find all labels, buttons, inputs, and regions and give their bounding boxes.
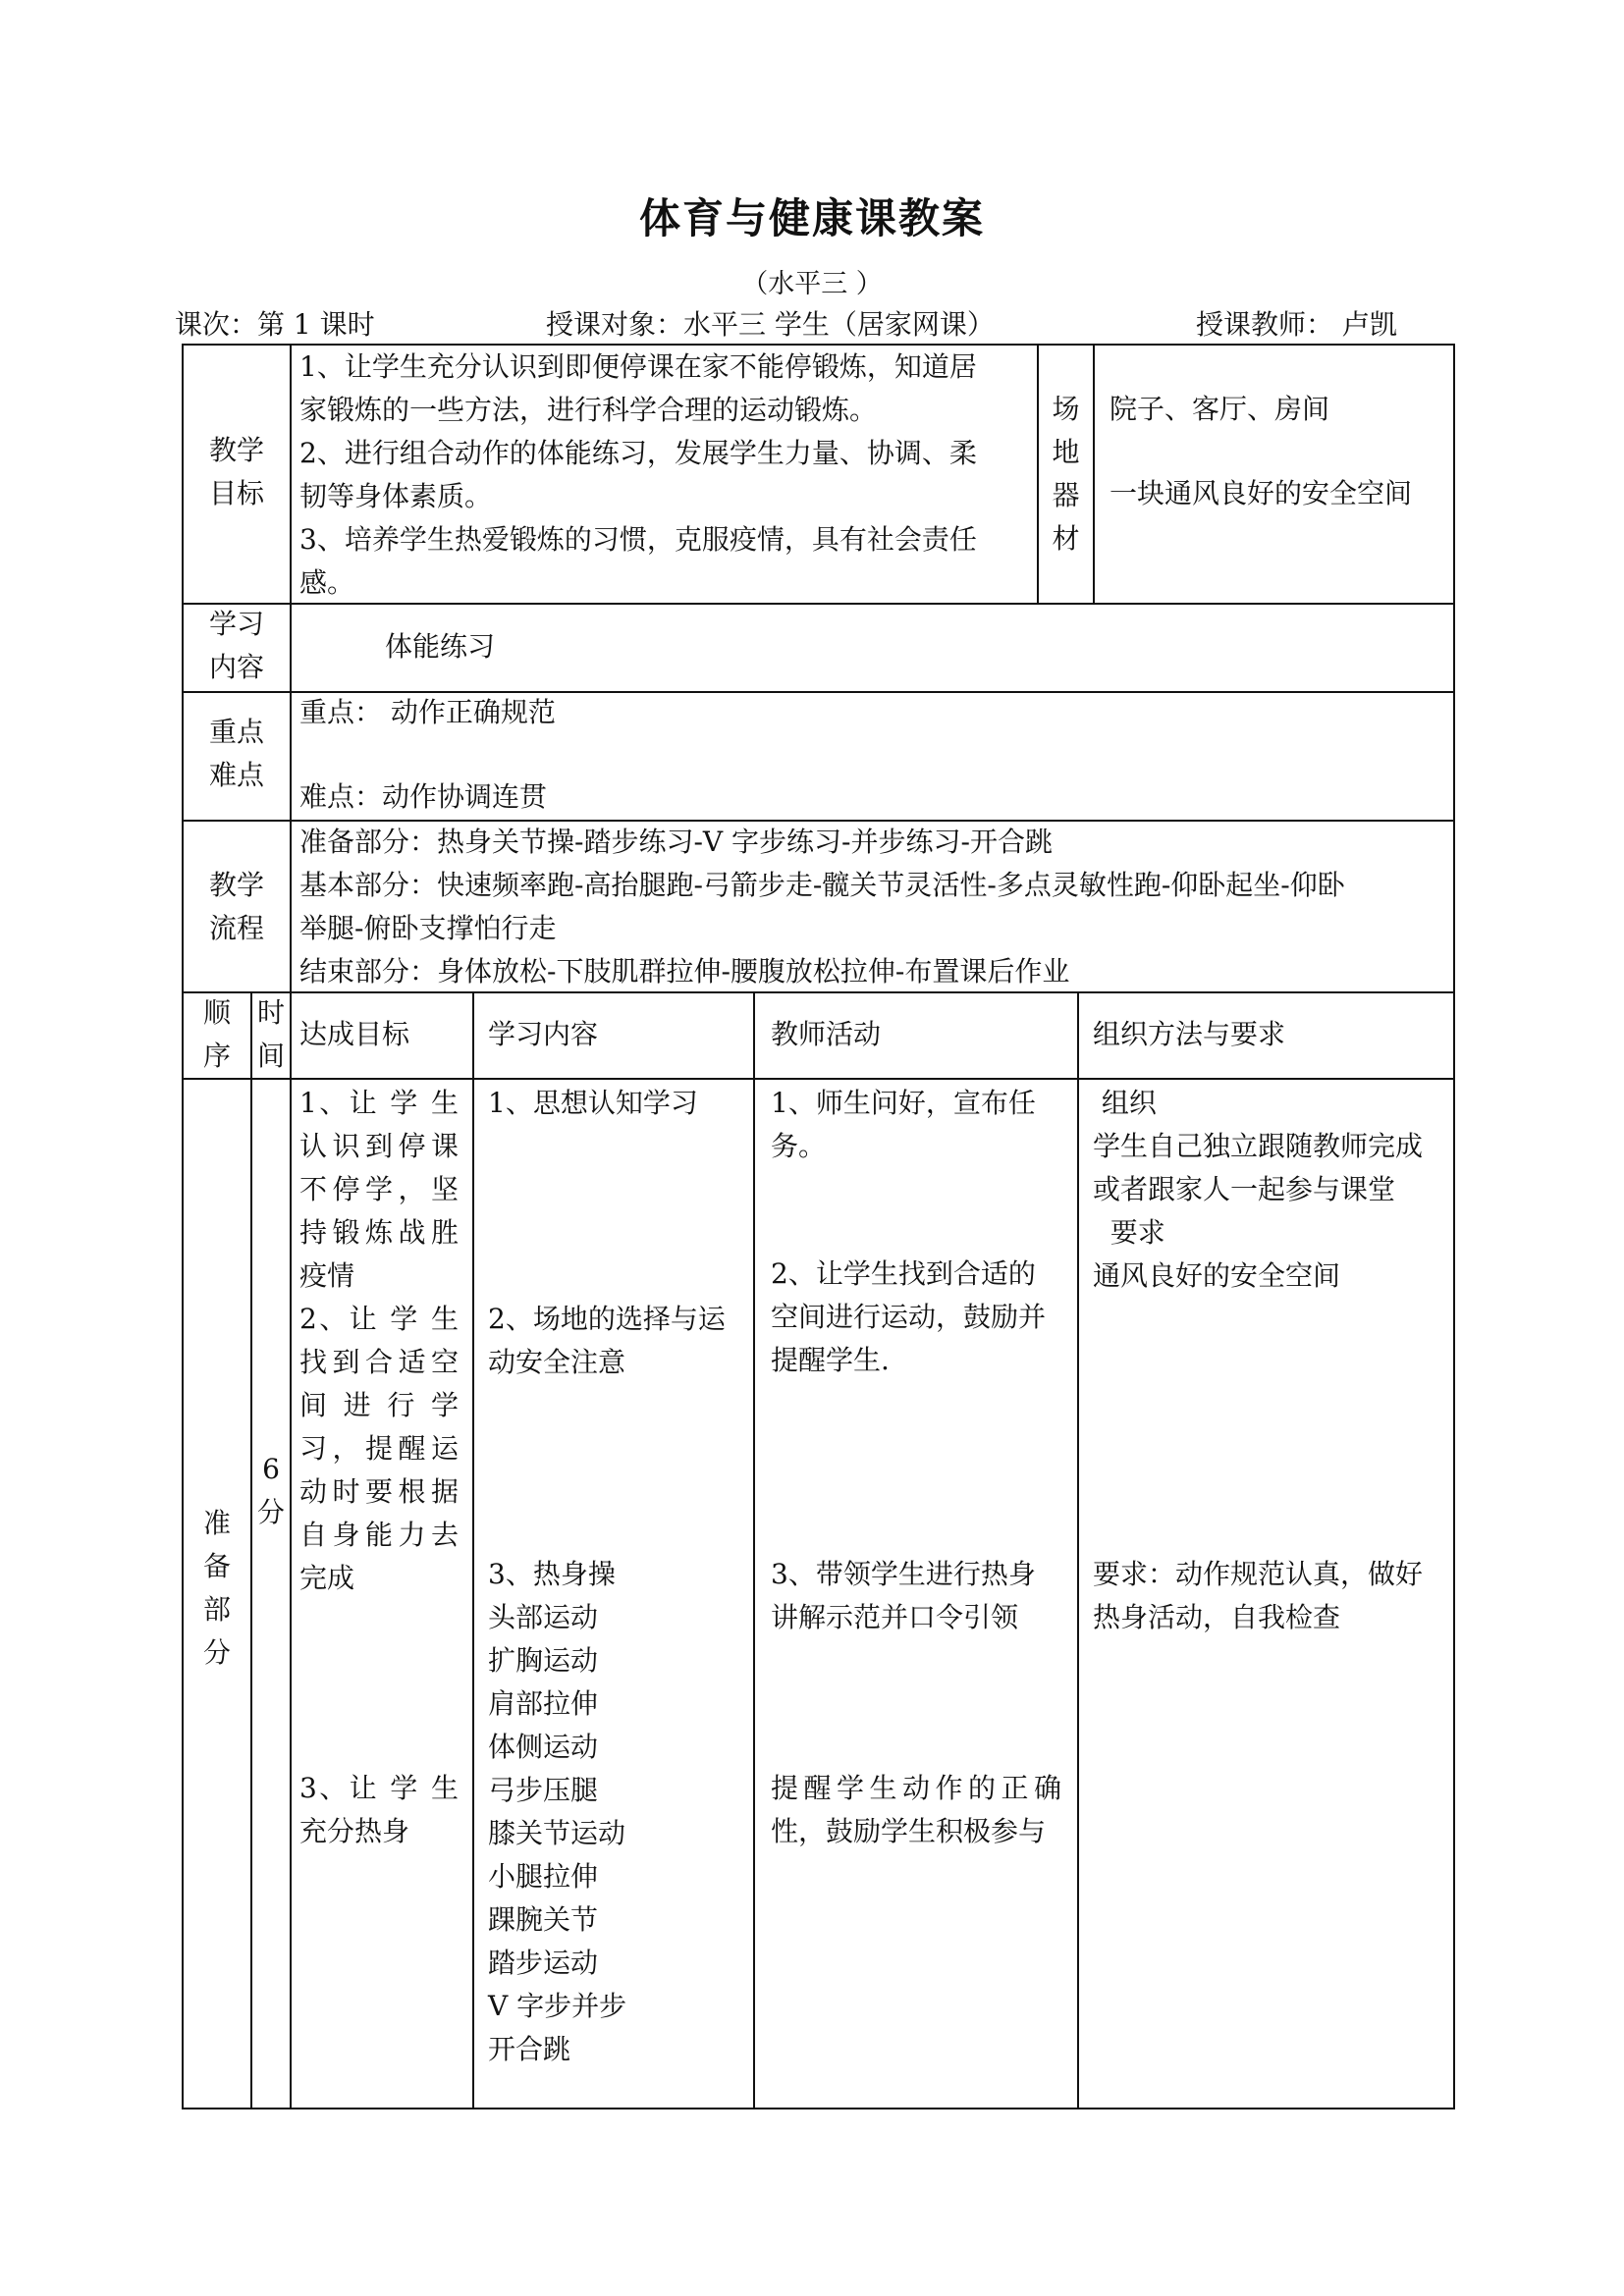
content-label-line: 内容 [208,651,264,683]
goals-label [184,429,290,515]
warmup-item: 头部运动 [488,1601,599,1633]
header-organization: 组织方法与要求 [1093,1018,1286,1050]
content-value: 体能练习 [385,630,496,663]
warmup-item: V 字步并步 [488,1990,627,2022]
prep-time-unit: 分 [256,1496,285,1528]
teacher-line: 3、带领学生进行热身 [771,1558,1036,1590]
header-goal: 达成目标 [299,1018,410,1050]
warmup-item: 3、热身操 [488,1558,616,1590]
warmup-item: 肩部拉伸 [488,1687,599,1720]
prep-teacher-3 [771,1553,1036,1639]
goals-text [299,346,977,605]
goals-label-line: 目标 [208,477,264,509]
teacher-line: 性，鼓励学生积极参与 [771,1815,1047,1847]
teacher-line: 空间进行运动，鼓励并 [771,1301,1047,1333]
prep-section-char: 分 [202,1636,231,1669]
venue-location: 院子、客厅、房间 [1110,393,1330,425]
content-label-line: 学习 [208,608,264,640]
prep-section-label [184,1502,250,1675]
prep-requirements [1093,1553,1423,1639]
prep-goal-line: 认识到停课 [299,1130,459,1162]
org-line: 通风良好的安全空间 [1093,1259,1341,1292]
prep-goal-line: 充分热身 [299,1815,410,1847]
prep-goal-line: 3、让 学 生 [299,1772,459,1804]
prep-goal-line: 自身能力去 [299,1519,459,1551]
warmup-item: 弓步压腿 [488,1774,599,1806]
prep-goal-line: 完成 [299,1562,355,1594]
prep-goal-1 [299,1082,459,1298]
document-title: 体育与健康课教案 [638,194,985,242]
lesson-teacher: 授课教师： 卢凯 [1196,308,1397,341]
flow-label-line: 教学 [208,869,264,901]
prep-goal-line: 2、让 学 生 [299,1303,459,1335]
prep-organization [1093,1082,1423,1298]
prep-content-line: 2、场地的选择与运 [488,1303,726,1335]
prep-goal-line: 习，提醒运 [299,1432,459,1465]
difficulty-text: 难点：动作协调连贯 [299,780,548,813]
header-teacher: 教师活动 [771,1018,882,1050]
prep-content-line: 动安全注意 [488,1346,626,1378]
warmup-item: 扩胸运动 [488,1644,599,1677]
teacher-line: 1、师生问好，宣布任 [771,1087,1036,1119]
header-time [252,991,290,1078]
prep-section-char: 备 [202,1550,231,1582]
flow-line: 举腿-俯卧支撑怕行走 [299,912,557,944]
teacher-line: 讲解示范并口令引领 [771,1601,1019,1633]
warmup-item: 体侧运动 [488,1731,599,1763]
venue-space: 一块通风良好的安全空间 [1110,477,1413,509]
document-subtitle: （水平三 ） [741,269,883,299]
prep-section-char: 部 [202,1593,231,1626]
prep-teacher-4 [771,1767,1061,1853]
lesson-audience: 授课对象：水平三 学生（居家网课） [546,308,995,341]
prep-content-2 [488,1298,726,1384]
prep-goal-line: 不停学，坚 [299,1173,459,1205]
flow-line: 准备部分：热身关节操-踏步练习-V 字步练习-并步练习-开合跳 [299,826,1053,858]
venue-label-char: 场 [1052,393,1080,425]
content-label [184,603,290,689]
org-line: 或者跟家人一起参与课堂 [1093,1173,1396,1205]
header-order-char: 顺 [202,996,231,1029]
teacher-line: 务。 [771,1130,827,1162]
flow-line: 基本部分：快速频率跑-高抬腿跑-弓箭步走-髋关节灵活性-多点灵敏性跑-仰卧起坐-仰卧 [299,869,1345,901]
prep-goal-2 [299,1298,459,1600]
teacher-line: 提醒学生. [771,1344,890,1376]
warmup-item: 踝腕关节 [488,1903,599,1936]
goals-line: 1、让学生充分认识到即便停课在家不能停锻炼，知道居 [299,350,977,383]
warmup-item: 膝关节运动 [488,1817,626,1849]
flow-label-line: 流程 [208,912,264,944]
goals-line: 韧等身体素质。 [299,480,493,512]
warmup-item: 小腿拉伸 [488,1860,599,1893]
org-line: 组织 [1093,1087,1157,1119]
prep-goal-line: 间 进 行 学 [299,1389,459,1421]
org-line: 热身活动，自我检查 [1093,1601,1341,1633]
org-line: 学生自己独立跟随教师完成 [1093,1130,1424,1162]
prep-section-char: 准 [202,1507,231,1539]
venue-label-char: 材 [1052,522,1080,555]
header-time-char: 时 [256,996,285,1029]
prep-time [252,1448,290,1534]
goals-line: 2、进行组合动作的体能练习，发展学生力量、协调、柔 [299,437,977,469]
prep-teacher-1 [771,1082,1036,1168]
venue-label-char: 器 [1052,479,1080,511]
header-order [184,991,250,1078]
prep-teacher-2 [771,1253,1046,1382]
goals-label-line: 教学 [208,434,264,466]
keypoint-text: 重点： 动作正确规范 [299,696,556,728]
prep-goal-line: 疫情 [299,1259,355,1292]
teacher-line: 2、让学生找到合适的 [771,1257,1036,1290]
prep-content-1: 1、思想认知学习 [488,1087,698,1119]
keypoints-label [184,711,290,797]
goals-line: 家锻炼的一些方法，进行科学合理的运动锻炼。 [299,394,878,426]
prep-content-3 [488,1553,626,2071]
prep-goal-line: 1、让 学 生 [299,1087,459,1119]
warmup-item: 开合跳 [488,2033,571,2065]
venue-label [1039,388,1093,561]
header-order-char: 序 [202,1040,231,1072]
warmup-item: 踏步运动 [488,1947,599,1979]
prep-time-value: 6 [262,1453,280,1485]
teacher-line: 提醒学生动作的正确 [771,1772,1061,1804]
header-content: 学习内容 [488,1018,599,1050]
keypoints-label-line: 难点 [208,759,264,791]
flow-label [184,864,290,950]
header-time-char: 间 [256,1040,285,1072]
flow-line: 结束部分：身体放松-下肢肌群拉伸-腰腹放松拉伸-布置课后作业 [299,955,1070,988]
org-line: 要求：动作规范认真，做好 [1093,1558,1424,1590]
goals-line: 感。 [299,566,355,599]
goals-line: 3、培养学生热爱锻炼的习惯，克服疫情，具有社会责任 [299,523,977,556]
keypoints-label-line: 重点 [208,716,264,748]
lesson-number: 课次：第 1 课时 [175,308,375,341]
prep-goal-line: 持锻炼战胜 [299,1216,459,1249]
org-line: 要求 [1093,1216,1165,1249]
prep-goal-line: 动时要根据 [299,1475,459,1508]
flow-text [299,821,1345,993]
venue-label-char: 地 [1052,436,1080,468]
prep-goal-line: 找到合适空 [299,1346,459,1378]
prep-goal-3 [299,1767,459,1853]
